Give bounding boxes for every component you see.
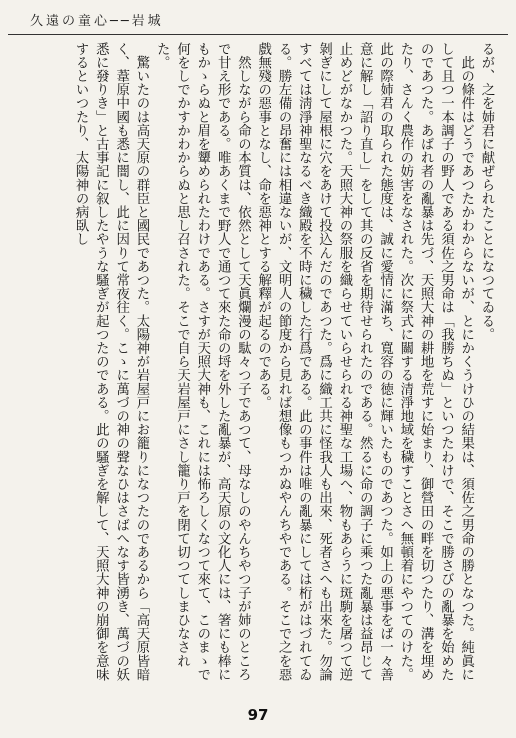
page-number: 97	[247, 706, 269, 724]
paragraph: るが、之を姉君に献ぜられたことになつてゐる。	[479, 42, 494, 342]
main-text	[22, 42, 496, 682]
running-header: 久遠の童心──岩城	[30, 14, 164, 29]
paragraph: 此の條件はどうであつたかわからないが、とにかくうけひの結果は、須佐之男命の勝となつた。純眞にして且つ一本調子の野人である須佐之男命は「我勝ちぬ」といつたわけで、そこで勝さびの亂暴を始めたのであつた。あばれ者の亂暴は先づ、天照大神の耕地を荒すに始まり、御營田の畔を切つたり、溝を埋めたり、さんく農作の妨害をなされた。次に祭式に關する清淨地域を穢すことさへ無頓着にやつてのけた。此の際姉君の取られた態度は、誠に愛情に滿ち、寬容の徳に輝いたものであつた。如上の悪事をば一々善意に解し「詔り直し」をして其の反省を期待せられたのである。然るに命の調子に乘つた亂暴は益昂じて止めどがなかつた。天照大神の祭服を織らせていらせられる神聖な工場へ、物もあらうに斑駒を屠つて逆剝ぎにして屋根に穴をあけて投込んだのであつた。爲に織工共に怪我人も出來、死者さへも出來た。勿論すべては淸淨神聖なるべき織殿を不時に穢した行爲である。此の事件は唯の亂暴にしては桁がはづれてゐる。勝左備の昂奮には相違ないが、文明人の節度から見れば想像もつかぬやんちやである。そこで之を惡戲無殘の惡事となし、命を惡神とする解釋が起るのである。	[255, 42, 474, 682]
paragraph: 然しながら命の本質は、依然として天眞爛漫の駄々つ子であつて、母なしのやんちやつ子が姉のところで甘え形である。唯あくまで野人で通つて來た命の埒を外した亂暴が、高天原の文化人には、箸にも棒にもかゝらぬと眉を顰められたわけである。さすが天照大神も、これには怖ろしくなつて來て、このまゝで何をしでかすかわからぬと思し召された。そこで自ら天岩屋戸にさし籠り戸を閉て切つてしまひなされた。	[154, 42, 251, 682]
header-rule	[8, 34, 508, 35]
paragraph: 驚いたのは高天原の群臣と國民であつた。太陽神が岩屋戸にお籠りになつたのであるから「高天原皆暗く、葦原中國も悉に闇し、此に因りて常夜往く。こゝに萬づの神の聲なひはさばへなす皆湧き、萬づの妖悉に發りき」と古事記に叙したやうな騷ぎが起つたのである。此の騷ぎを解して、天照大神の崩御を意味するといつたり、太陽神の病臥し	[73, 42, 149, 682]
